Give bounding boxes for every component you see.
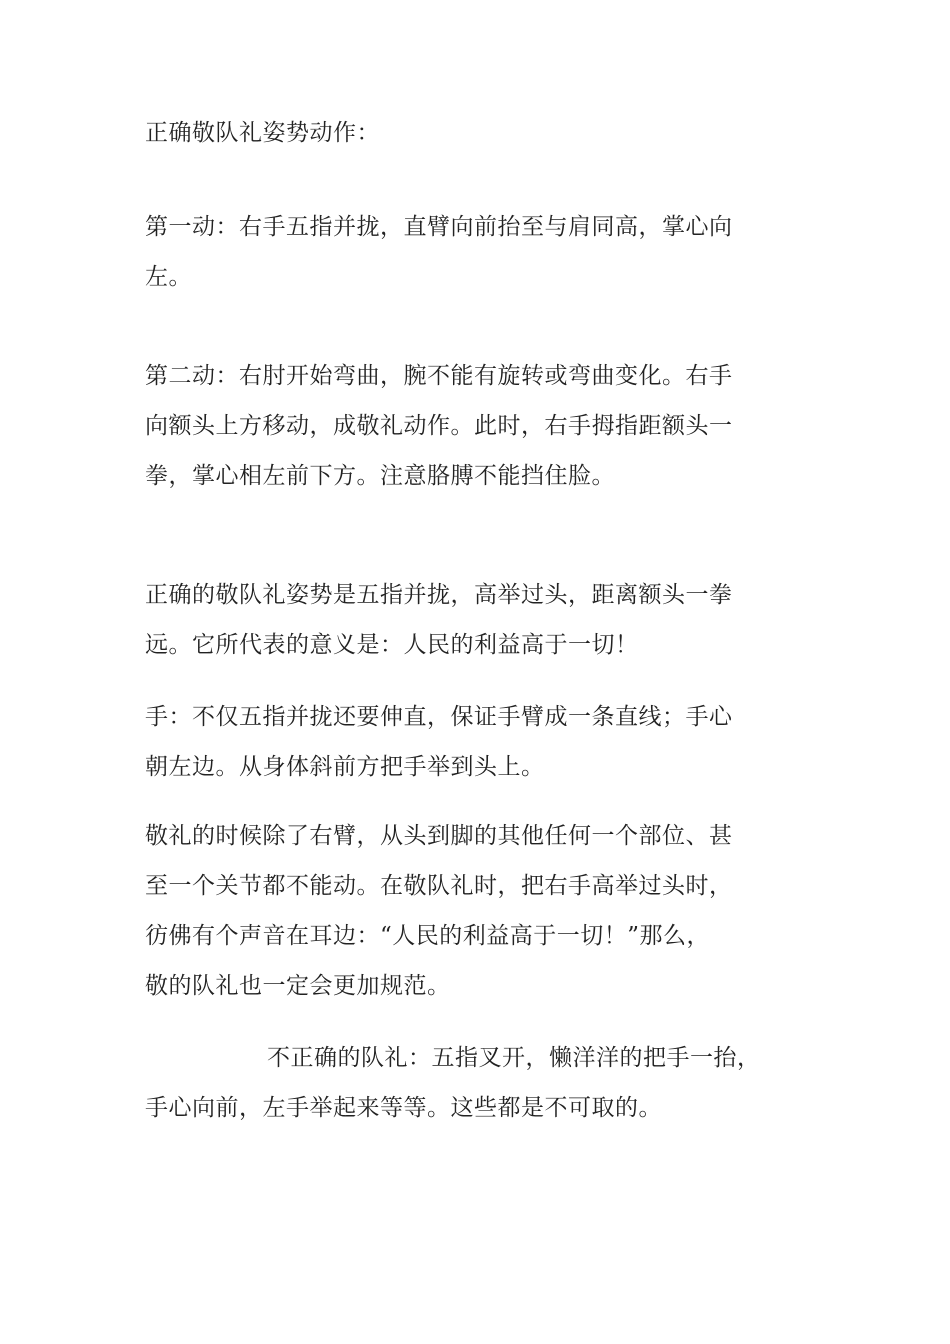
paragraph-step-two — [145, 351, 795, 501]
text-line: 朝左边。从身体斜前方把手举到头上。 — [145, 754, 545, 780]
text-line: 第二动：右肘开始弯曲，腕不能有旋转或弯曲变化。右手 — [145, 363, 733, 389]
text-line: 第一动：右手五指并拢，直臂向前抬至与肩同高，掌心向 — [145, 214, 733, 240]
text-line: 左。 — [145, 264, 192, 290]
text-line: 敬的队礼也一定会更加规范。 — [145, 973, 451, 999]
paragraph-meaning — [145, 570, 795, 670]
heading-text: 正确敬队礼姿势动作： — [145, 120, 380, 146]
text-line: 远。它所代表的意义是：人民的利益高于一切！ — [145, 632, 639, 658]
text-line: 彷佛有个声音在耳边：“人民的利益高于一切！”那么， — [145, 923, 711, 949]
document-heading — [145, 108, 795, 158]
text-line: 向额头上方移动，成敬礼动作。此时，右手拇指距额头一 — [145, 413, 733, 439]
text-line: 手：不仅五指并拢还要伸直，保证手臂成一条直线；手心 — [145, 704, 733, 730]
text-line: 至一个关节都不能动。在敬队礼时，把右手高举过头时， — [145, 873, 733, 899]
paragraph-step-one — [145, 202, 795, 302]
text-line: 正确的敬队礼姿势是五指并拢，高举过头，距离额头一拳 — [145, 582, 733, 608]
text-line: 敬礼的时候除了右臂，从头到脚的其他任何一个部位、甚 — [145, 823, 733, 849]
text-line: 手心向前，左手举起来等等。这些都是不可取的。 — [145, 1095, 662, 1121]
paragraph-incorrect — [145, 1033, 795, 1133]
text-line: 拳，掌心相左前下方。注意胳膊不能挡住脸。 — [145, 463, 615, 489]
paragraph-body — [145, 811, 795, 1011]
paragraph-hand — [145, 692, 795, 792]
text-line: 不正确的队礼：五指叉开，懒洋洋的把手一抬， — [267, 1045, 761, 1071]
